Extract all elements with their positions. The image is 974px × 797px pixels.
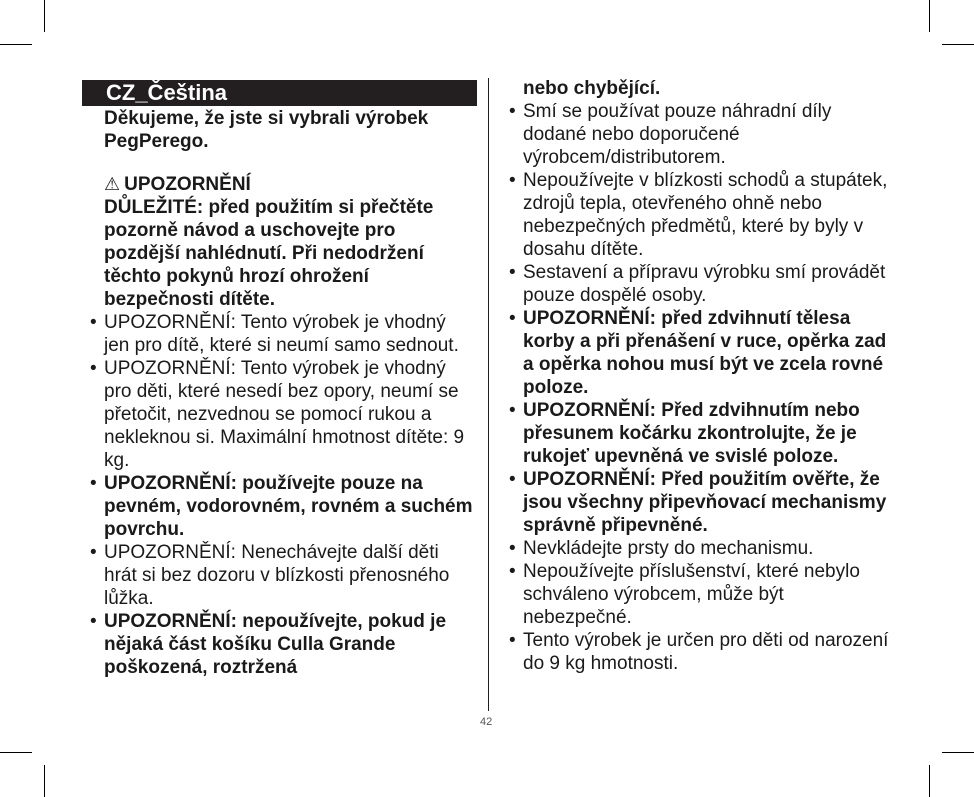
warning-heading [104,173,473,196]
column-divider [488,78,489,711]
crop-mark [44,0,45,32]
list-item: • Sestavení a přípravu výrobku smí provádět pouze dospělé osoby. [507,261,897,307]
list-item: • Smí se používat pouze náhradní díly dodané nebo doporučené výrobcem/distributorem. [507,100,897,169]
left-warning-list [88,311,473,679]
list-item: • UPOZORNĚNÍ: nepoužívejte, pokud je nějaká část košíku Culla Grande poškozená, roztržená [88,610,473,679]
crop-mark [929,765,930,797]
list-item: • Nepoužívejte příslušenství, které nebylo schváleno výrobcem, může být nebezpečné. [507,560,897,629]
intro-text: Děkujeme, že jste si vybrali výrobek PegPerego. [104,108,429,152]
right-warning-list [507,100,897,675]
crop-mark [942,752,974,753]
list-item: • UPOZORNĚNÍ: Tento výrobek je vhodný pro děti, které nesedí bez opory, neumí se přetočit, nezvednou se pomocí rukou a nekleknou si. Maximální hmotnost dítěte: 9 kg. [88,357,473,472]
list-item: • UPOZORNĚNÍ: používejte pouze na pevném, vodorovném, rovném a suchém povrchu. [88,472,473,541]
right-column [507,77,897,675]
list-item: • UPOZORNĚNÍ: Tento výrobek je vhodný jen pro dítě, které si neumí samo sednout. [88,311,473,357]
list-item: • Nepoužívejte v blízkosti schodů a stupátek, zdrojů tepla, otevřeného ohně nebo nebezpečných předmětů, které by byly v dosahu dítěte. [507,169,897,261]
list-item: • UPOZORNĚNÍ: Před použitím ověřte, že jsou všechny připevňovací mechanismy správně připevněné. [507,468,897,537]
crop-mark [0,752,32,753]
list-item: • Nevkládejte prsty do mechanismu. [507,537,897,560]
continuation-text: nebo chybějící. [523,78,661,99]
language-title: CZ_Čeština [106,80,228,105]
language-header [82,80,477,106]
crop-mark [0,44,32,45]
important-notice: DŮLEŽITÉ: před použitím si přečtěte pozorně návod a uschovejte pro pozdější nahlédnutí. Při nedodržení těchto pokynů hrozí ohrožení bezpečnosti dítěte. [104,197,434,310]
crop-mark [929,0,930,32]
list-item: • UPOZORNĚNÍ: Nenechávejte další děti hrát si bez dozoru v blízkosti přenosného lůžka. [88,541,473,610]
warning-title: UPOZORNĚNÍ [124,174,251,195]
list-item: • UPOZORNĚNÍ: Před zdvihnutím nebo přesunem kočárku zkontrolujte, že je rukojeť upevněná ve svislé poloze. [507,399,897,468]
crop-mark [44,765,45,797]
left-column [88,107,473,679]
page-number: 42 [480,716,493,728]
list-item: • UPOZORNĚNÍ: před zdvihnutí tělesa korby a při přenášení v ruce, opěrka zad a opěrka nohou musí být ve zcela rovné poloze. [507,307,897,399]
warning-triangle-icon: ⚠ [104,174,121,194]
crop-mark [942,44,974,45]
list-item: • Tento výrobek je určen pro děti od narození do 9 kg hmotnosti. [507,629,897,675]
